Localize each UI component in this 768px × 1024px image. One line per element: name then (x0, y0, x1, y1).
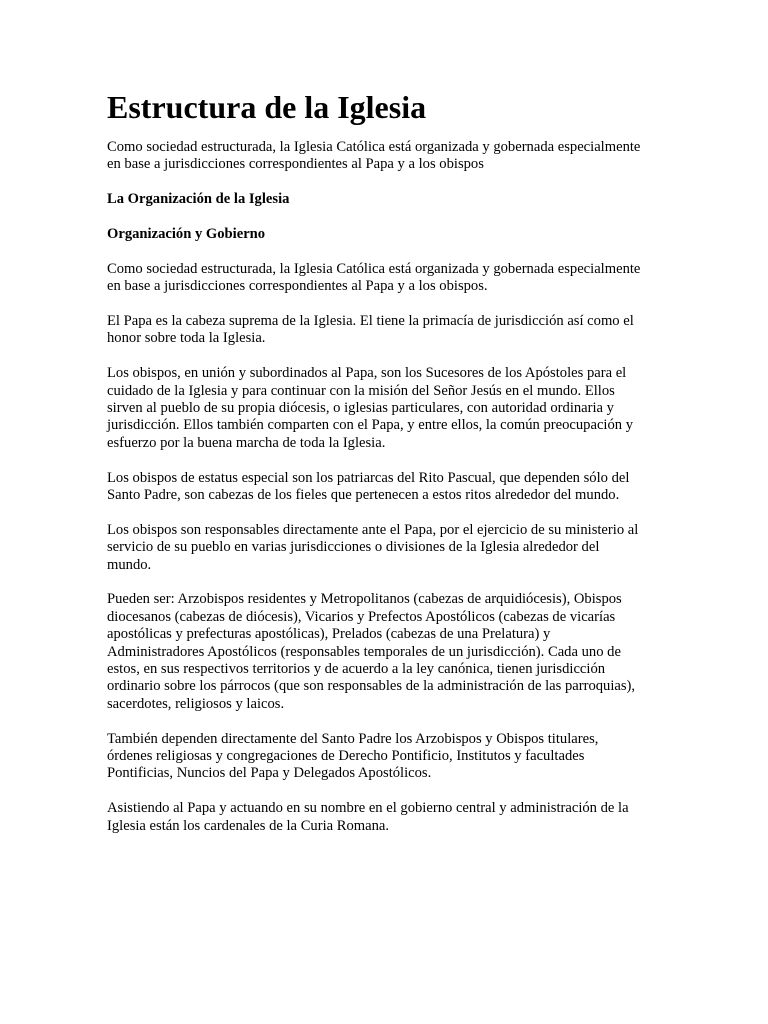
text-line: ordinario sobre los párrocos (que son responsables de la administración de las parroquias), (107, 678, 636, 695)
text-line: en base a jurisdicciones correspondientes al Papa y a los obispos. (107, 278, 488, 295)
text-line: jurisdicción. Ellos también comparten con el Papa, y entre ellos, la común preocupación y (107, 417, 634, 434)
text-line: El Papa es la cabeza suprema de la Iglesia. El tiene la primacía de jurisdicción así como el (107, 313, 634, 329)
text-line: órdenes religiosas y congregaciones de Derecho Pontificio, Institutos y facultades (107, 748, 585, 765)
text-line: mundo. (107, 556, 152, 573)
text-line: Pueden ser: Arzobispos residentes y Metropolitanos (cabezas de arquidiócesis), Obispos (107, 591, 622, 608)
text-line: honor sobre toda la Iglesia. (107, 330, 266, 347)
text-line: Los obispos de estatus especial son los patriarcas del Rito Pascual, que dependen sólo del (107, 469, 630, 486)
text-line: Los obispos, en unión y subordinados al Papa, son los Sucesores de los Apóstoles para el (107, 365, 627, 382)
text-line: Los obispos son responsables directamente ante el Papa, por el ejercicio de su ministerio al (107, 521, 639, 538)
section-heading-organizacion-iglesia: La Organización de la Iglesia (107, 191, 290, 208)
body-paragraph (107, 731, 667, 783)
body-paragraph (107, 470, 667, 505)
text-line: Pontificias, Nuncios del Papa y Delegados Apostólicos. (107, 765, 432, 782)
body-paragraph (107, 313, 667, 348)
text-line: estos, en sus respectivos territorios y de acuerdo a la ley canónica, tienen jurisdicción (107, 661, 606, 678)
text-line: Como sociedad estructurada, la Iglesia Católica está organizada y gobernada especialmente (107, 139, 641, 155)
page-title: Estructura de la Iglesia (107, 89, 427, 125)
text-line: También dependen directamente del Santo Padre los Arzobispos y Obispos titulares, (107, 730, 599, 747)
text-line: cuidado de la Iglesia y para continuar con la misión del Señor Jesús en el mundo. Ellos (107, 382, 615, 399)
text-line: Como sociedad estructurada, la Iglesia Católica está organizada y gobernada especialmente (107, 260, 641, 277)
section-heading-organizacion-gobierno: Organización y Gobierno (107, 226, 266, 242)
text-line: sacerdotes, religiosos y laicos. (107, 695, 285, 712)
text-line: esfuerzo por la buena marcha de toda la Iglesia. (107, 434, 386, 451)
text-line: apostólicas y prefecturas apostólicas), Prelados (cabezas de una Prelatura) y (107, 626, 551, 643)
text-line: diocesanos (cabezas de diócesis), Vicarios y Prefectos Apostólicos (cabezas de vicarías (107, 608, 616, 625)
body-paragraph (107, 261, 667, 296)
text-line: Iglesia están los cardenales de la Curia Romana. (107, 817, 390, 834)
text-line: Administradores Apostólicos (responsables temporales de un jurisdicción). Cada uno de (107, 643, 621, 660)
text-line: en base a jurisdicciones correspondientes al Papa y a los obispos (107, 156, 484, 173)
text-line: Santo Padre, son cabezas de los fieles que pertenecen a estos ritos alrededor del mundo. (107, 487, 620, 504)
text-line: servicio de su pueblo en varias jurisdicciones o divisiones de la Iglesia alrededor del (107, 539, 600, 556)
text-line: Asistiendo al Papa y actuando en su nombre en el gobierno central y administración de la (107, 800, 629, 817)
body-paragraph (107, 800, 667, 835)
body-paragraph (107, 522, 667, 574)
text-line: sirven al pueblo de su propia diócesis, o iglesias particulares, con autoridad ordinaria y (107, 400, 614, 417)
body-paragraph (107, 365, 667, 452)
document-page (107, 88, 667, 852)
body-paragraph (107, 591, 667, 713)
intro-paragraph (107, 139, 667, 174)
